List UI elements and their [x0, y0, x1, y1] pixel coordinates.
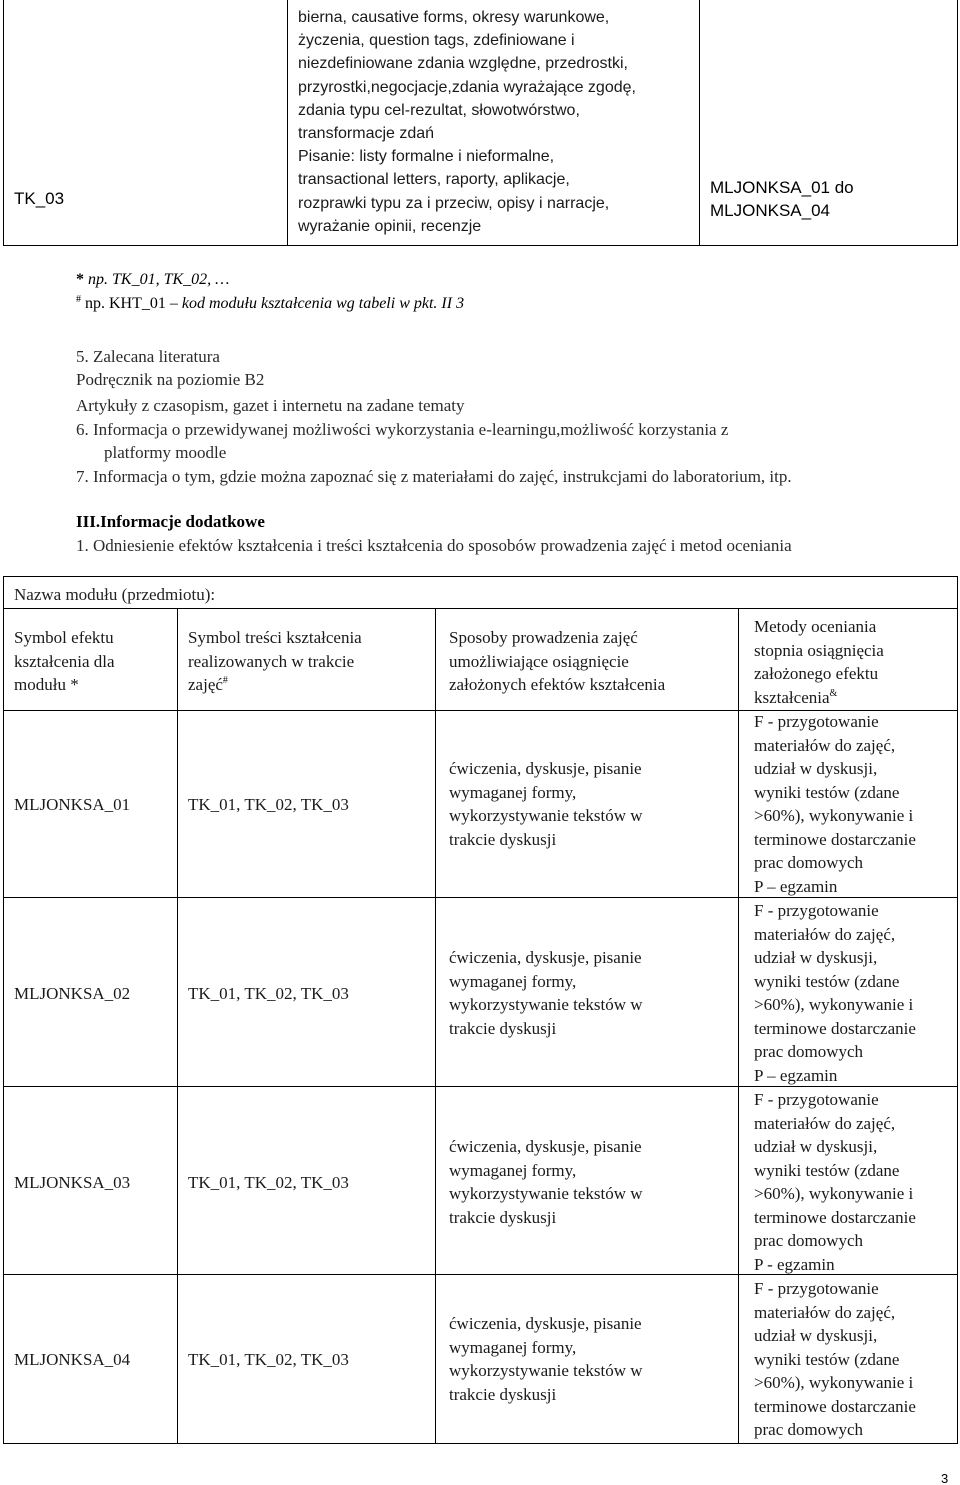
- literature-item: Artykuły z czasopism, gazet i internetu na zadane tematy: [76, 396, 465, 415]
- module-name-row: [4, 577, 957, 609]
- section-5-heading: 5. Zalecana literatura: [76, 347, 220, 366]
- row-outcome-symbol: MLJONKSA_04: [14, 1350, 131, 1369]
- literature-item: Podręcznik na poziomie B2: [76, 370, 265, 389]
- outcomes-table: [3, 576, 958, 1444]
- top-table-content-cell: [288, 0, 700, 245]
- content-line: niezdefiniowane zdania względne, przedrostki,: [298, 55, 628, 73]
- row-content-symbol: TK_01, TK_02, TK_03: [188, 795, 349, 814]
- row-teaching-methods: ćwiczenia, dyskusje, pisanie wymaganej formy, wykorzystywanie tekstów w trakcie dyskusji: [449, 759, 643, 849]
- row-id: TK_03: [14, 189, 65, 208]
- page-number: 3: [941, 1471, 949, 1485]
- header-teaching-methods: Sposoby prowadzenia zajęć umożliwiające osiągnięcie założonych efektów kształcenia: [449, 628, 666, 694]
- header-outcome-symbol: Symbol efektu kształcenia dla modułu *: [14, 628, 115, 694]
- row-content-symbol: TK_01, TK_02, TK_03: [188, 984, 349, 1003]
- section-3-item-1: 1. Odniesienie efektów kształcenia i treści kształcenia do sposobów prowadzenia zajęć i metod oceniania: [76, 536, 792, 555]
- top-table-id-cell: [4, 0, 288, 245]
- row-assessment-methods: F - przygotowanie materiałów do zajęć, udział w dyskusji, wyniki testów (zdane >60%), wykonywanie i terminowe dostarczanie prac domowych P - egzamin: [754, 1090, 916, 1274]
- section-6-continuation: platformy moodle: [104, 443, 227, 462]
- row-outcome-symbol: MLJONKSA_01: [14, 795, 131, 814]
- content-line: zdania typu cel-rezultat, słowotwórstwo,: [298, 101, 580, 119]
- content-line: rozprawki typu za i przeciw, opisy i narracje,: [298, 194, 610, 212]
- row-teaching-methods: ćwiczenia, dyskusje, pisanie wymaganej formy, wykorzystywanie tekstów w trakcie dyskusji: [449, 1137, 643, 1227]
- content-line: życzenia, question tags, zdefiniowane i: [298, 32, 575, 50]
- content-line: Pisanie: listy formalne i nieformalne,: [298, 148, 555, 166]
- section-6-heading: 6. Informacja o przewidywanej możliwości wykorzystania e-learningu,możliwość korzystania z: [76, 420, 729, 439]
- row-assessment-methods: F - przygotowanie materiałów do zajęć, udział w dyskusji, wyniki testów (zdane >60%), wykonywanie i terminowe dostarczanie prac domowych P – egzamin: [754, 901, 916, 1085]
- header-assessment-methods: Metody oceniania stopnia osiągnięcia założonego efektu kształcenia&: [754, 617, 884, 707]
- footnote-hash: # np. KHT_01 – kod modułu kształcenia wg tabeli w pkt. II 3: [76, 294, 465, 312]
- row-assessment-methods: F - przygotowanie materiałów do zajęć, udział w dyskusji, wyniki testów (zdane >60%), wykonywanie i terminowe dostarczanie prac domowych P – egzamin: [754, 712, 916, 896]
- module-name-label: Nazwa modułu (przedmiotu):: [14, 585, 216, 604]
- row-teaching-methods: ćwiczenia, dyskusje, pisanie wymaganej formy, wykorzystywanie tekstów w trakcie dyskusji: [449, 948, 643, 1038]
- row-outcome-symbol: MLJONKSA_03: [14, 1173, 131, 1192]
- top-table-outcomes-cell: [700, 0, 958, 245]
- column-divider: [177, 609, 178, 1443]
- row-content-symbol: TK_01, TK_02, TK_03: [188, 1350, 349, 1369]
- section-7-heading: 7. Informacja o tym, gdzie można zapoznać się z materiałami do zajęć, instrukcjami do laboratorium, itp.: [76, 467, 792, 486]
- content-line: transformacje zdań: [298, 125, 435, 143]
- section-3-title: III.Informacje dodatkowe: [76, 512, 265, 531]
- top-table: [3, 0, 958, 246]
- header-content-symbol: Symbol treści kształcenia realizowanych w trakcie zajęć#: [188, 628, 362, 694]
- column-divider: [435, 609, 436, 1443]
- row-outcome-symbol: MLJONKSA_02: [14, 984, 131, 1003]
- footnote-star: * np. TK_01, TK_02, …: [76, 271, 230, 288]
- column-divider: [738, 609, 739, 1443]
- row-assessment-methods: F - przygotowanie materiałów do zajęć, udział w dyskusji, wyniki testów (zdane >60%), wykonywanie i terminowe dostarczanie prac domowych: [754, 1279, 916, 1439]
- content-line: przyrostki,negocjacje,zdania wyrażające zgodę,: [298, 78, 636, 96]
- content-line: transactional letters, raporty, aplikacje,: [298, 171, 570, 189]
- content-line: bierna, causative forms, okresy warunkowe,: [298, 9, 610, 26]
- content-line: wyrażanie opinii, recenzje: [298, 217, 482, 235]
- outcomes-range: MLJONKSA_01 do MLJONKSA_04: [710, 178, 854, 220]
- row-content-symbol: TK_01, TK_02, TK_03: [188, 1173, 349, 1192]
- row-teaching-methods: ćwiczenia, dyskusje, pisanie wymaganej formy, wykorzystywanie tekstów w trakcie dyskusji: [449, 1314, 643, 1404]
- content-text: [298, 6, 696, 238]
